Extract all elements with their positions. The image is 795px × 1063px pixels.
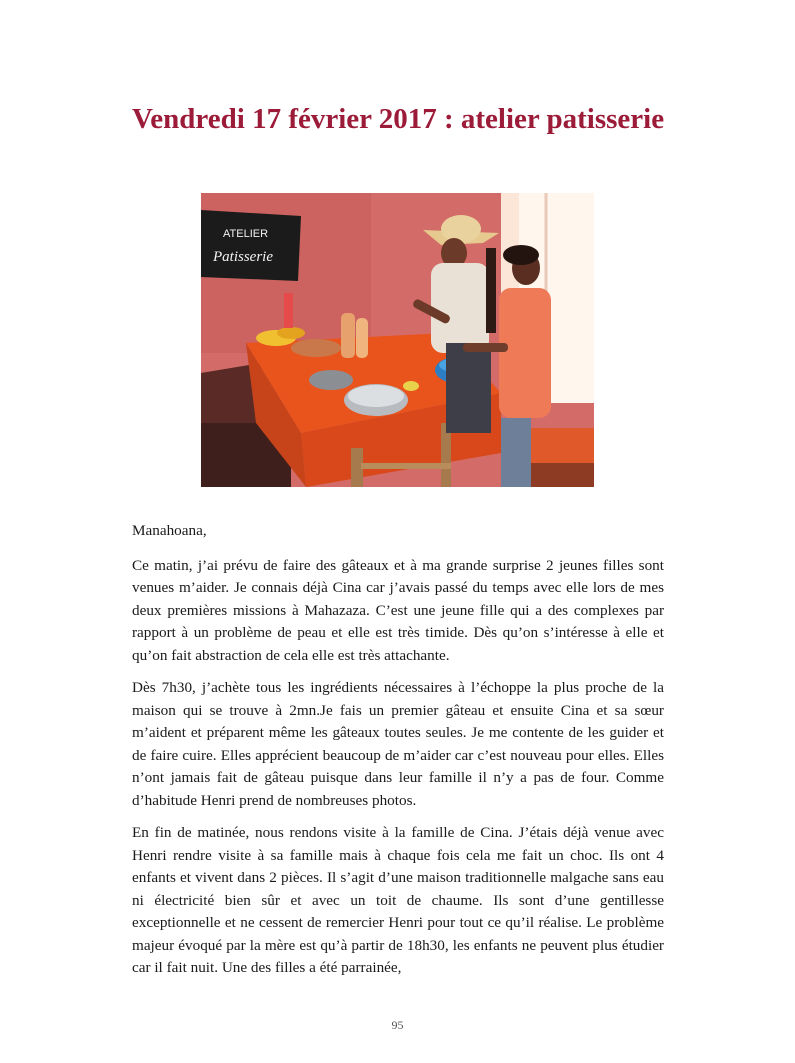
- svg-text:ATELIER: ATELIER: [223, 228, 269, 240]
- article-body: [132, 520, 664, 990]
- paragraph: En fin de matinée, nous rendons visite à la famille de Cina. J’étais déjà venue avec Henri rendre visite à sa famille mais à chaque fois cela me fait un choc. Ils ont 4 enfants et vivent dans 2 pièces. Il s’agit d’une maison traditionnelle malgache sans eau ni électricité bien sûr et avec un toit de chaume. Ils sont d’une gentillesse exceptionnelle et ne cessent de remercier Henri pour tout ce qu’il réalise. Le problème majeur évoqué par la mère est qu’à partir de 18h30, les enfants ne peuvent plus étudier car il fait nuit. Une des filles a été parrainée,: [132, 824, 664, 976]
- paragraph: Dès 7h30, j’achète tous les ingrédients nécessaires à l’échoppe la plus proche de la maison qui se trouve à 2mn.Je fais un premier gâteau et ensuite Cina et sa sœur m’aident et préparent même les gâteaux toutes seules. Je me contente de les guider et de faire cuire. Elles apprécient beaucoup de m’aider car c’est nouveau pour elles. Elles n’ont jamais fait de gâteau puisque dans leur famille il n’y a pas de four. Comme d’habitude Henri prend de nombreuses photos.: [132, 679, 664, 809]
- greeting-paragraph: Manahoana,: [132, 522, 207, 539]
- paragraph: Ce matin, j’ai prévu de faire des gâteaux et à ma grande surprise 2 jeunes filles sont venues m’aider. Je connais déjà Cina car j’avais passé du temps avec elle lors de mes deux premières missions à Mahazaza. C’est une jeune fille qui a des complexes par rapport à un problème de peau et elle est très timide. Dès qu’on s’intéresse à elle et qu’on fait abstraction de cela elle est très attachante.: [132, 556, 664, 664]
- page-number: 95: [391, 1018, 404, 1032]
- cooking-workshop-photo: [201, 193, 594, 487]
- svg-text:Patisserie: Patisserie: [213, 249, 273, 265]
- page-title: Vendredi 17 février 2017 : atelier patisserie: [132, 103, 665, 135]
- atelier-sign: [201, 210, 301, 281]
- photo-illustration: [201, 193, 594, 487]
